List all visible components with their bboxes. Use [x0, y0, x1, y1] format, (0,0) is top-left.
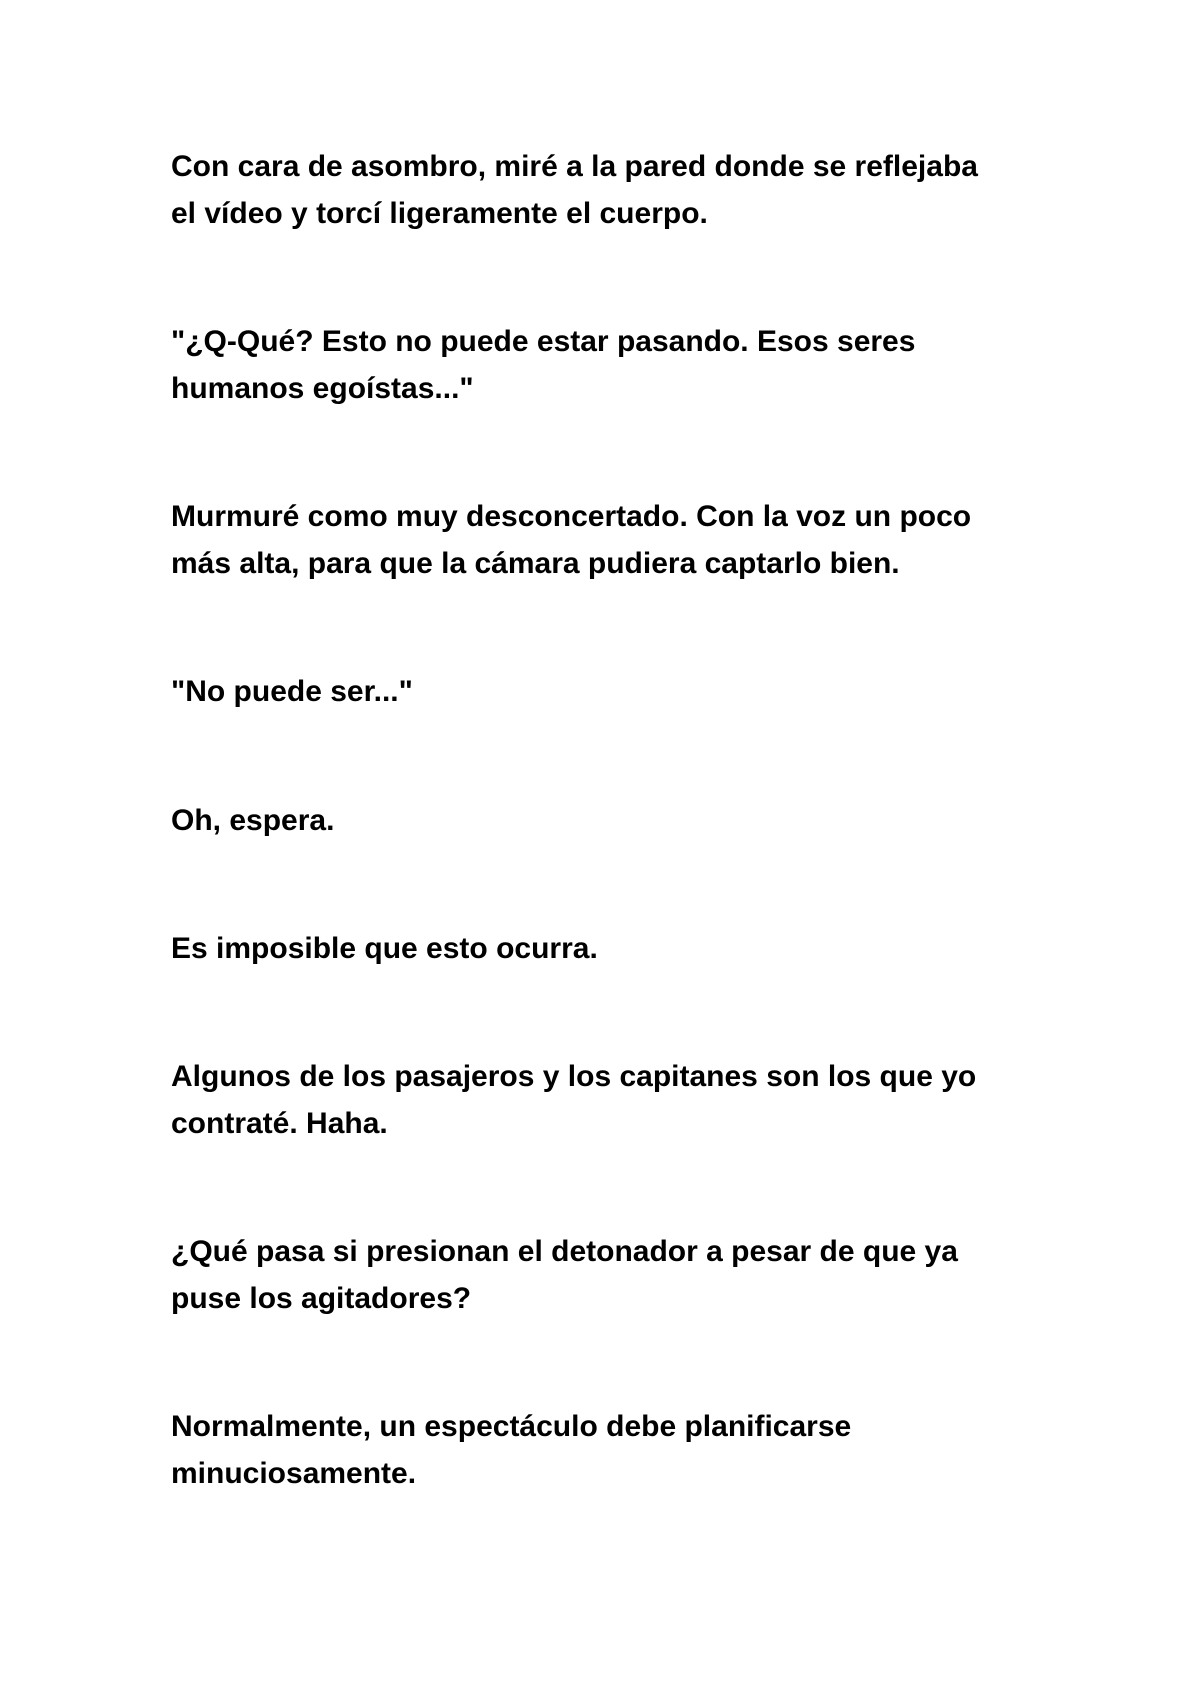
paragraph: Murmuré como muy desconcertado. Con la voz un poco más alta, para que la cámara pudiera captarlo bien.	[171, 500, 972, 580]
paragraph: "¿Q-Qué? Esto no puede estar pasando. Esos seres humanos egoístas..."	[171, 325, 916, 405]
paragraph: Es imposible que esto ocurra.	[171, 932, 598, 965]
paragraph: Algunos de los pasajeros y los capitanes son los que yo contraté. Haha.	[171, 1060, 977, 1140]
paragraph: Con cara de asombro, miré a la pared donde se reflejaba el vídeo y torcí ligeramente el cuerpo.	[171, 150, 978, 230]
paragraph: Oh, espera.	[171, 804, 335, 837]
paragraph: ¿Qué pasa si presionan el detonador a pesar de que ya puse los agitadores?	[171, 1235, 958, 1315]
paragraph: Normalmente, un espectáculo debe planificarse minuciosamente.	[171, 1410, 852, 1490]
paragraph: "No puede ser..."	[171, 675, 413, 708]
